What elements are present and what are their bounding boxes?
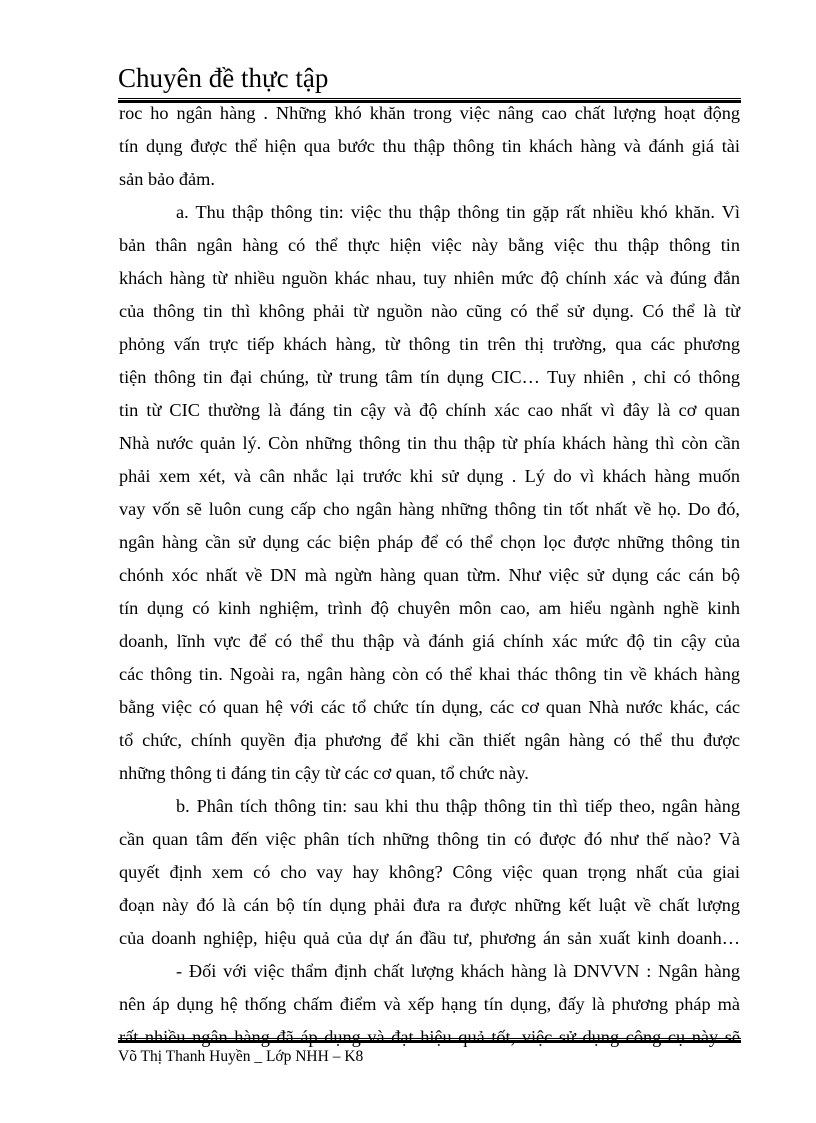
text-line: vay vốn sẽ luôn cung cấp cho ngân hàng những thông tin tốt nhất về họ. Do đó, xyxy=(119,499,740,519)
text-line: của doanh nghiệp, hiệu quả của dự án đầu tư, phương án sản xuất kinh doanh… xyxy=(119,928,740,948)
text-line: bản thân ngân hàng có thể thực hiện việc này bằng việc thu thập thông tin xyxy=(119,235,740,255)
text-line: cần quan tâm đến việc phân tích những thông tin có được đó như thế nào? Và xyxy=(119,829,740,849)
text-line: - Đối với việc thẩm định chất lượng khách hàng là DNVVN : Ngân hàng xyxy=(176,961,740,981)
page-header xyxy=(118,60,741,102)
text-line: tín dụng có kinh nghiệm, trình độ chuyên môn cao, am hiểu ngành nghề kinh xyxy=(119,598,740,618)
text-line: quyết định xem có cho vay hay không? Công việc quan trọng nhất của giai xyxy=(119,862,740,882)
page-footer xyxy=(118,1038,741,1068)
header-title: Chuyên đề thực tập xyxy=(118,63,329,93)
text-line: Nhà nước quản lý. Còn những thông tin thu thập từ phía khách hàng thì còn cần xyxy=(119,433,740,453)
text-line: sản bảo đảm. xyxy=(119,169,215,189)
text-line: b. Phân tích thông tin: sau khi thu thập thông tin thì tiếp theo, ngân hàng xyxy=(176,796,740,816)
document-body xyxy=(119,97,740,1054)
text-line: phải xem xét, và cân nhắc lại trước khi sử dụng . Lý do vì khách hàng muốn xyxy=(119,466,740,486)
footer-divider xyxy=(118,1038,741,1043)
text-line: roc ho ngân hàng . Những khó khăn trong việc nâng cao chất lượng hoạt động xyxy=(119,103,740,123)
text-line: tín dụng được thể hiện qua bước thu thập thông tin khách hàng và đánh giá tài xyxy=(119,136,740,156)
text-line: rất nhiều ngân hàng đã áp dụng và đạt hiệu quả tốt, việc sử dụng công cụ này sẽ xyxy=(119,1027,740,1047)
text-line: chónh xóc nhất về DN mà ngừn hàng quan từm. Như việc sử dụng các cán bộ xyxy=(119,565,740,585)
text-line: khách hàng từ nhiều nguồn khác nhau, tuy nhiên mức độ chính xác và đúng đắn xyxy=(119,268,740,288)
text-line: tin từ CIC thường là đáng tin cậy và độ chính xác cao nhất vì đây là cơ quan xyxy=(119,400,740,420)
text-line: những thông ti đáng tin cậy từ các cơ quan, tổ chức này. xyxy=(119,763,529,783)
text-line: doanh, lĩnh vực để có thể thu thập và đánh giá chính xác mức độ tin cậy của xyxy=(119,631,740,651)
text-line: tiện thông tin đại chúng, từ trung tâm tín dụng CIC… Tuy nhiên , chỉ có thông xyxy=(119,367,740,387)
footer-author: Võ Thị Thanh Huyền _ Lớp NHH – K8 xyxy=(118,1048,364,1065)
text-line: ngân hàng cần sử dụng các biện pháp để có thể chọn lọc được những thông tin xyxy=(119,532,740,552)
text-line: nên áp dụng hệ thống chấm điểm và xếp hạng tín dụng, đấy là phương pháp mà xyxy=(119,994,740,1014)
text-line: đoạn này đó là cán bộ tín dụng phải đưa ra được những kết luật về chất lượng xyxy=(119,895,740,915)
text-line: bằng việc có quan hệ với các tổ chức tín dụng, các cơ quan Nhà nước khác, các xyxy=(119,697,740,717)
text-line: a. Thu thập thông tin: việc thu thập thông tin gặp rất nhiều khó khăn. Vì xyxy=(176,202,740,222)
text-line: tổ chức, chính quyền địa phương để khi cần thiết ngân hàng có thể thu được xyxy=(119,730,740,750)
text-line: phỏng vấn trực tiếp khách hàng, từ thông tin trên thị trường, qua các phương xyxy=(119,334,740,354)
text-line: của thông tin thì không phải từ nguồn nào cũng có thể sử dụng. Có thể là từ xyxy=(119,301,740,321)
text-line: các thông tin. Ngoài ra, ngân hàng còn có thể khai thác thông tin về khách hàng xyxy=(119,664,740,684)
